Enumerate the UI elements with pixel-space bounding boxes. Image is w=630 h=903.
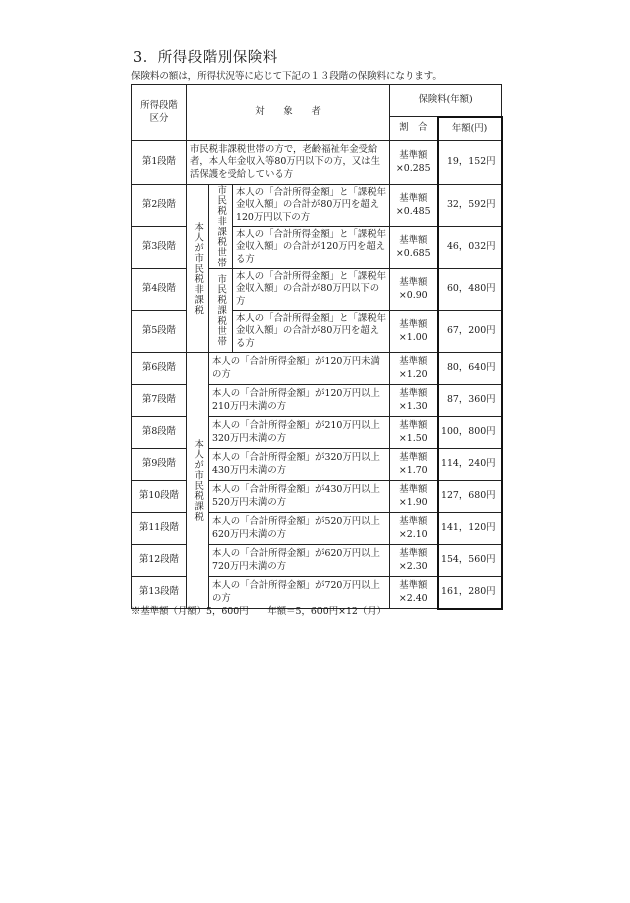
intro-text: 保険料の額は，所得状況等に応じて下記の１３段階の保険料になります。 (131, 71, 442, 82)
stage-cell: 第5段階 (132, 311, 187, 353)
stage-cell: 第6段階 (132, 353, 187, 385)
amount-cell: 161，280円 (438, 577, 502, 609)
target-cell: 本人の「合計所得金額」と「課税年金収入額」の合計が120万円を超える方 (233, 227, 390, 269)
section-heading: 3．所得段階別保険料 (133, 50, 278, 66)
header-premium-group: 保険料(年額) (390, 85, 502, 117)
stage-cell: 第2段階 (132, 185, 187, 227)
stage-cell: 第9段階 (132, 449, 187, 481)
target-cell: 本人の「合計所得金額」が210万円以上320万円未満の方 (209, 417, 390, 449)
amount-cell: 87，360円 (438, 385, 502, 417)
ratio-cell: 基準額 ×1.70 (390, 449, 438, 481)
ratio-cell: 基準額 ×1.30 (390, 385, 438, 417)
premium-table (131, 84, 503, 610)
stage-cell: 第10段階 (132, 481, 187, 513)
target-cell: 本人の「合計所得金額」が320万円以上430万円未満の方 (209, 449, 390, 481)
stage-cell: 第8段階 (132, 417, 187, 449)
amount-cell: 67，200円 (438, 311, 502, 353)
amount-cell: 19，152円 (438, 141, 502, 185)
header-stage: 所得段階 区分 (132, 85, 187, 141)
target-cell: 本人の「合計所得金額」が620万円以上720万円未満の方 (209, 545, 390, 577)
footnote: ※基準額（月額）5，600円 年額＝5，600円×12（月） (131, 606, 387, 617)
ratio-cell: 基準額 ×1.00 (390, 311, 438, 353)
ratio-cell: 基準額 ×0.485 (390, 185, 438, 227)
header-target: 対 象 者 (187, 85, 390, 141)
group-label-taxed-household: 市民税課税世帯 (209, 269, 233, 353)
ratio-cell: 基準額 ×0.285 (390, 141, 438, 185)
header-row (132, 85, 502, 117)
stage-cell: 第7段階 (132, 385, 187, 417)
stage-cell: 第11段階 (132, 513, 187, 545)
target-cell: 市民税非課税世帯の方で，老齢福祉年金受給者，本人年金収入等80万円以下の方，又は生活保護を受給している方 (187, 141, 390, 185)
amount-cell: 114，240円 (438, 449, 502, 481)
target-cell: 本人の「合計所得金額」が520万円以上620万円未満の方 (209, 513, 390, 545)
ratio-cell: 基準額 ×1.20 (390, 353, 438, 385)
stage-cell: 第3段階 (132, 227, 187, 269)
table-row (132, 185, 502, 227)
ratio-cell: 基準額 ×0.685 (390, 227, 438, 269)
table-row (132, 353, 502, 385)
ratio-cell: 基準額 ×2.10 (390, 513, 438, 545)
ratio-cell: 基準額 ×2.30 (390, 545, 438, 577)
header-annual: 年額(円) (438, 117, 502, 141)
amount-cell: 80，640円 (438, 353, 502, 385)
group-label-non-taxed-household: 市民税非課税世帯 (209, 185, 233, 269)
table-row (132, 141, 502, 185)
amount-cell: 32，592円 (438, 185, 502, 227)
target-cell: 本人の「合計所得金額」が120万円以上210万円未満の方 (209, 385, 390, 417)
target-cell: 本人の「合計所得金額」が720万円以上の方 (209, 577, 390, 609)
stage-cell: 第13段階 (132, 577, 187, 609)
stage-cell: 第4段階 (132, 269, 187, 311)
target-cell: 本人の「合計所得金額」と「課税年金収入額」の合計が80万円を超え120万円以下の方 (233, 185, 390, 227)
target-cell: 本人の「合計所得金額」と「課税年金収入額」の合計が80万円を超える方 (233, 311, 390, 353)
stage-cell: 第1段階 (132, 141, 187, 185)
premium-table-body (132, 85, 502, 609)
group-label-taxed-self: 本人が市民税課税 (187, 353, 209, 609)
amount-cell: 141，120円 (438, 513, 502, 545)
target-cell: 本人の「合計所得金額」が430万円以上520万円未満の方 (209, 481, 390, 513)
amount-cell: 154，560円 (438, 545, 502, 577)
group-label-non-taxed-self: 本人が市民税非課税 (187, 185, 209, 353)
ratio-cell: 基準額 ×1.90 (390, 481, 438, 513)
ratio-cell: 基準額 ×2.40 (390, 577, 438, 609)
ratio-cell: 基準額 ×1.50 (390, 417, 438, 449)
amount-cell: 46，032円 (438, 227, 502, 269)
amount-cell: 127，680円 (438, 481, 502, 513)
target-cell: 本人の「合計所得金額」と「課税年金収入額」の合計が80万円以下の方 (233, 269, 390, 311)
amount-cell: 60，480円 (438, 269, 502, 311)
ratio-cell: 基準額 ×0.90 (390, 269, 438, 311)
stage-cell: 第12段階 (132, 545, 187, 577)
amount-cell: 100，800円 (438, 417, 502, 449)
target-cell: 本人の「合計所得金額」が120万円未満の方 (209, 353, 390, 385)
header-ratio: 割 合 (390, 117, 438, 141)
